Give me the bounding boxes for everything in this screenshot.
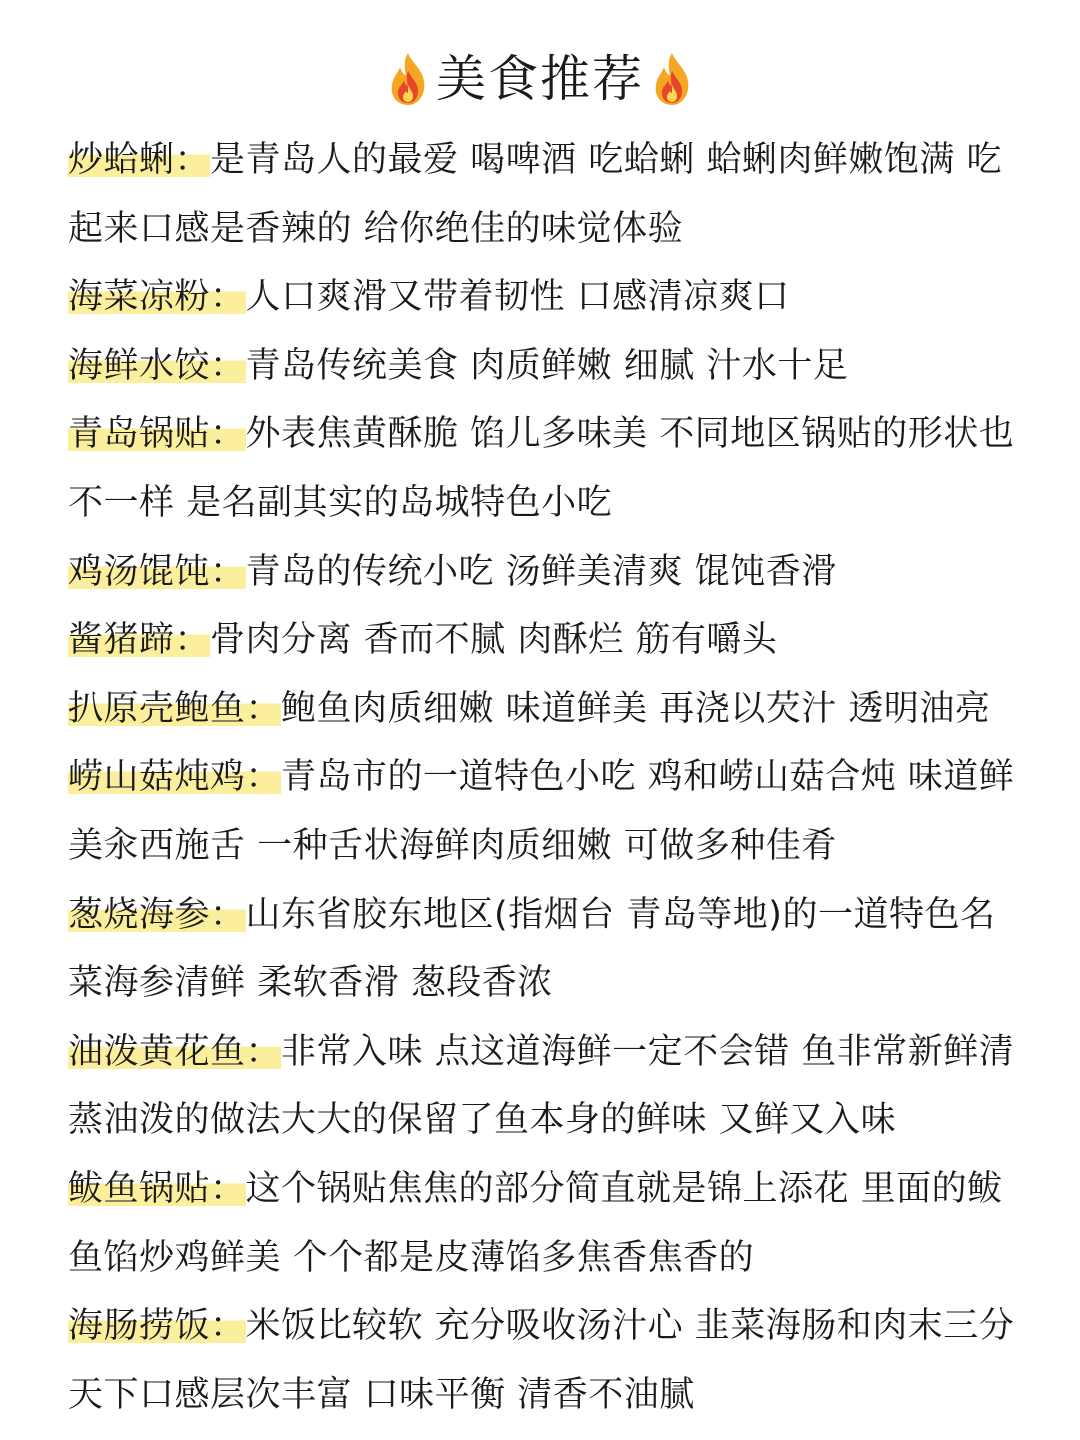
dish-name: 葱烧海参： [68,894,246,935]
list-item [68,538,1018,607]
dish-name: 海鲜水饺： [68,345,246,386]
food-list [68,126,1018,1429]
dish-name: 油泼黄花鱼： [68,1031,282,1072]
list-item [68,1155,1018,1292]
dish-name: 海肠捞饭： [68,1306,246,1347]
list-item [68,1018,1018,1155]
dish-description: 青岛的传统小吃 汤鲜美清爽 馄饨香滑 [245,551,837,592]
dish-name: 鲅鱼锅贴： [68,1168,246,1209]
page-title: 美食推荐 [436,50,644,108]
header [0,44,1080,114]
dish-name: 扒原壳鲍鱼： [68,688,282,729]
dish-description: 山东省胶东地区(指烟台 青岛等地)的一道特色名菜海参清鲜 柔软香滑 葱段香浓 [68,894,996,1004]
list-item [68,606,1018,675]
dish-description: 这个锅贴焦焦的部分简直就是锦上添花 里面的鲅鱼馅炒鸡鲜美 个个都是皮薄馅多焦香焦香的 [68,1168,1003,1278]
dish-name: 炒蛤蜊： [68,140,211,180]
fire-icon [386,51,430,107]
dish-description: 鲍鱼肉质细嫩 味道鲜美 再浇以芡汁 透明油亮 [281,688,991,729]
list-item [68,675,1018,744]
dish-description: 非常入味 点这道海鲜一定不会错 鱼非常新鲜清蒸油泼的做法大大的保留了鱼本身的鲜味 又鲜又入味 [68,1031,1015,1141]
dish-name: 崂山菇炖鸡： [68,757,282,798]
dish-description: 是青岛人的最爱 喝啤酒 吃蛤蜊 蛤蜊肉鲜嫩饱满 吃起来口感是香辣的 给你绝佳的味觉体验 [68,140,1003,249]
dish-name: 海菜凉粉： [68,277,246,318]
fire-icon [650,51,694,107]
dish-description: 外表焦黄酥脆 馅儿多味美 不同地区锅贴的形状也不一样 是名副其实的岛城特色小吃 [68,414,1015,523]
list-item [68,263,1018,332]
list-item [68,881,1018,1018]
dish-description: 青岛市的一道特色小吃 鸡和崂山菇合炖 味道鲜美汆西施舌 一种舌状海鲜肉质细嫩 可做多种佳肴 [68,757,1015,866]
list-item [68,1292,1018,1429]
dish-description: 骨肉分离 香而不腻 肉酥烂 筋有嚼头 [210,620,778,661]
list-item [68,332,1018,401]
dish-description: 青岛传统美食 肉质鲜嫩 细腻 汁水十足 [245,345,849,386]
list-item [68,400,1018,537]
dish-description: 米饭比较软 充分吸收汤汁心 韭菜海肠和肉末三分天下口感层次丰富 口味平衡 清香不油腻 [68,1306,1015,1415]
dish-name: 青岛锅贴： [68,414,246,455]
list-item [68,126,1018,263]
dish-name: 酱猪蹄： [68,620,211,661]
dish-name: 鸡汤馄饨： [68,551,246,592]
dish-description: 人口爽滑又带着韧性 口感清凉爽口 [245,277,790,318]
list-item [68,743,1018,880]
